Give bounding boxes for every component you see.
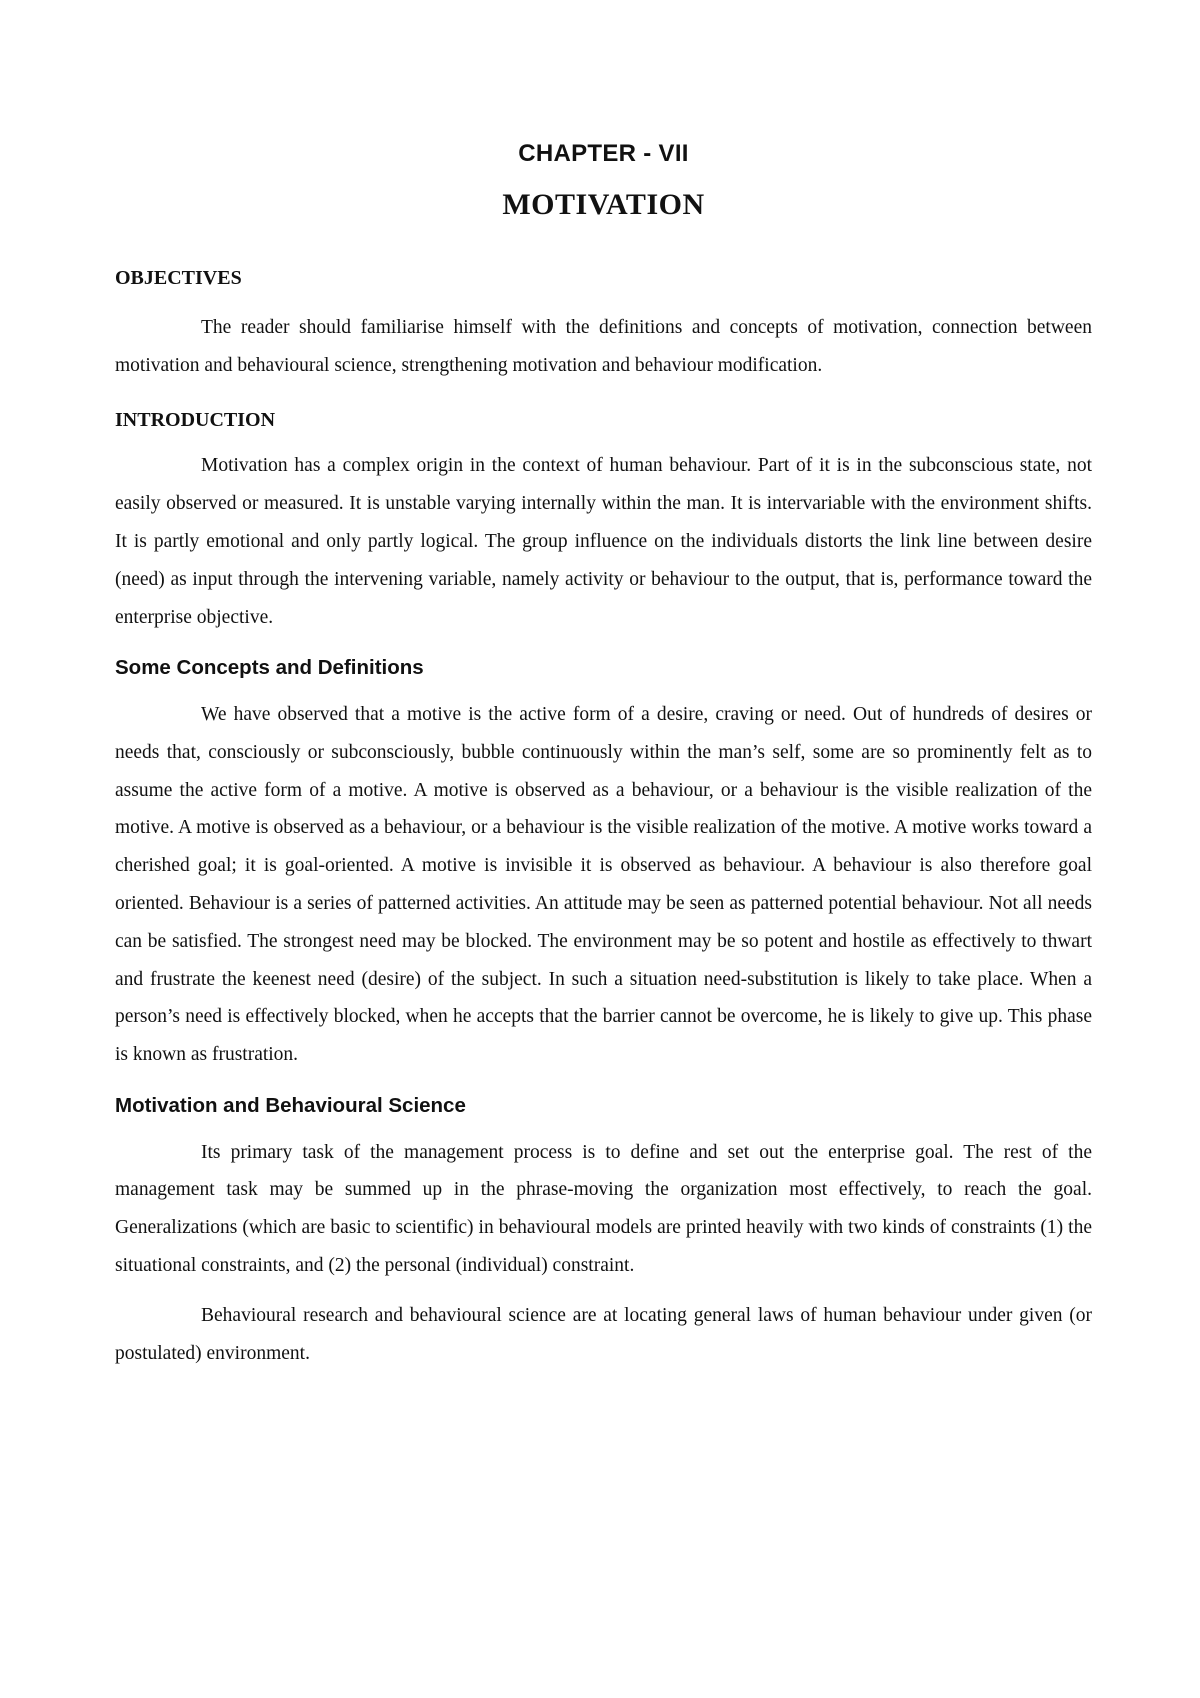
heading-objectives: OBJECTIVES [115,266,242,289]
page-content [115,140,1092,1372]
paragraph-behavioural-science-2: Behavioural research and behavioural science are at locating general laws of human behaviour under given (or postulated) environment. [115,1304,1092,1364]
heading-concepts-definitions: Some Concepts and Definitions [115,656,424,680]
heading-motivation-behavioural-science: Motivation and Behavioural Science [115,1093,466,1117]
chapter-number: CHAPTER - VII [518,140,689,167]
paragraph-concepts-definitions: We have observed that a motive is the active form of a desire, craving or need. Out of hundreds of desires or needs that, consciously or subconsciously, bubble continuously within the man’s self, some are so prominently felt as to assume the active form of a motive. A motive is observed as a behaviour, or a behaviour is the visible realization of the motive. A motive is observed as a behaviour, or a behaviour is the visible realization of the motive. A motive works toward a cherished goal; it is goal-oriented. A motive is invisible it is observed as behaviour. A behaviour is also therefore goal oriented. Behaviour is a series of patterned activities. An attitude may be seen as patterned potential behaviour. Not all needs can be satisfied. The strongest need may be blocked. The environment may be so potent and hostile as effectively to thwart and frustrate the keenest need (desire) of the subject. In such a situation need-substitution is likely to take place. When a person’s need is effectively blocked, when he accepts that the barrier cannot be overcome, he is likely to give up. This phase is known as frustration. [115,703,1092,1066]
paragraph-objectives: The reader should familiarise himself with the definitions and concepts of motivation, connection between motivation and behavioural science, strengthening motivation and behaviour modification. [115,316,1092,376]
heading-introduction: INTRODUCTION [115,409,276,432]
paragraph-introduction: Motivation has a complex origin in the context of human behaviour. Part of it is in the subconscious state, not easily observed or measured. It is unstable varying internally within the man. It is intervariable with the environment shifts. It is partly emotional and only partly logical. The group influence on the individuals distorts the link line between desire (need) as input through the intervening variable, namely activity or behaviour to the output, that is, performance toward the enterprise objective. [115,455,1092,628]
chapter-title: MOTIVATION [502,187,705,221]
paragraph-behavioural-science-1: Its primary task of the management process is to define and set out the enterprise goal. The rest of the management task may be summed up in the phrase-moving the organization most effectively, to reach the goal. Generalizations (which are basic to scientific) in behavioural models are printed heavily with two kinds of constraints (1) the situational constraints, and (2) the personal (individual) constraint. [115,1141,1092,1276]
